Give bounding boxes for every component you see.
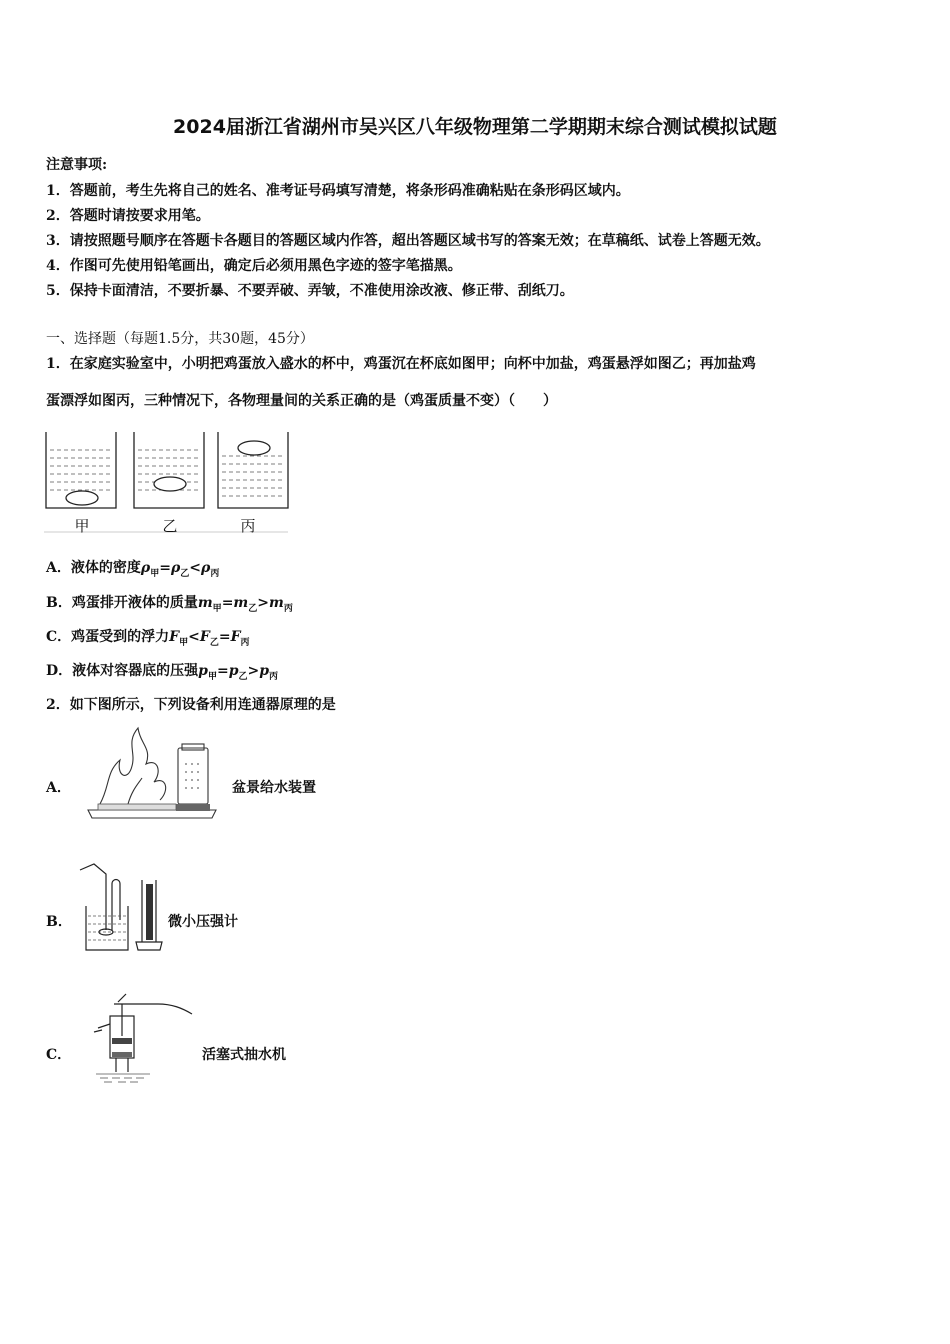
q1-option-c[interactable]: C．鸡蛋受到的浮力$F_甲<F_乙=F_丙$ <box>46 629 250 648</box>
q2-option-a-letter[interactable]: A． <box>46 780 71 796</box>
notice-item: 2．答题时请按要求用笔。 <box>46 208 210 224</box>
q2-option-b-label[interactable]: 微小压强计 <box>168 914 238 930</box>
q2-option-a-label[interactable]: 盆景给水装置 <box>232 780 316 796</box>
notice-item: 4．作图可先使用铅笔画出，确定后必须用黑色字迹的签字笔描黑。 <box>46 258 462 274</box>
q1-stem-line1: 1．在家庭实验室中，小明把鸡蛋放入盛水的杯中，鸡蛋沉在杯底如图甲；向杯中加盐，鸡蛋悬浮如图乙；再加盐鸡 <box>46 356 756 372</box>
notice-heading: 注意事项: <box>46 157 108 173</box>
page-title: 2024届浙江省湖州市吴兴区八年级物理第二学期期末综合测试模拟试题 <box>173 116 777 138</box>
notice-item: 5．保持卡面清洁，不要折暴、不要弄破、弄皱，不准使用涂改液、修正带、刮纸刀。 <box>46 283 574 299</box>
figure-label-jia: 甲 <box>74 517 90 535</box>
q2-option-c-label[interactable]: 活塞式抽水机 <box>202 1047 286 1063</box>
q2-stem: 2．如下图所示，下列设备利用连通器原理的是 <box>46 697 336 713</box>
piston-pump-figure <box>86 992 196 1088</box>
q2-option-c-letter[interactable]: C． <box>46 1047 72 1063</box>
q1-option-a[interactable]: A．液体的密度$\rho_甲=\rho_乙<\rho_丙$ <box>46 560 220 579</box>
q1-stem-line2: 蛋漂浮如图丙，三种情况下，各物理量间的关系正确的是（鸡蛋质量不变）（ ） <box>46 393 557 409</box>
q1-option-d[interactable]: D．液体对容器底的压强$p_甲=p_乙>p_丙$ <box>46 663 279 682</box>
q1-option-b[interactable]: B．鸡蛋排开液体的质量$m_甲=m_乙>m_丙$ <box>46 595 293 614</box>
figure-label-yi: 乙 <box>162 517 178 535</box>
bonsai-watering-figure <box>80 724 220 820</box>
section-heading: 一、选择题（每题1.5分，共30题，45分） <box>46 331 314 347</box>
egg-floating <box>238 441 270 455</box>
notice-item: 1．答题前，考生先将自己的姓名、准考证号码填写清楚，将条形码准确粘贴在条形码区域内。 <box>46 183 630 199</box>
notice-item: 3．请按照题号顺序在答题卡各题目的答题区域内作答，超出答题区域书写的答案无效；在草稿纸、试卷上答题无效。 <box>46 233 770 249</box>
figure-label-bing: 丙 <box>240 517 256 535</box>
egg-suspended <box>154 477 186 491</box>
pressure-gauge-figure <box>76 860 166 956</box>
egg-sunk <box>66 491 98 505</box>
q2-option-b-letter[interactable]: B． <box>46 914 72 930</box>
